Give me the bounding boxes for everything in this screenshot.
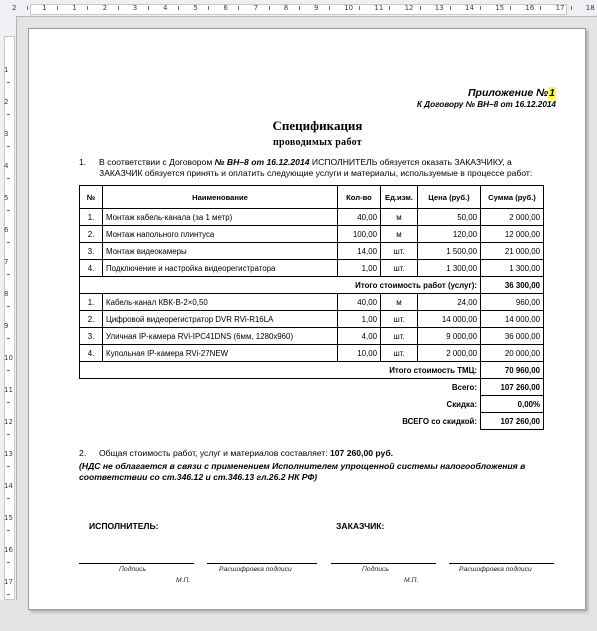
cell-qty: 4,00: [338, 328, 381, 345]
grand-total-label: ВСЕГО со скидкой:: [402, 416, 477, 426]
document-page[interactable]: [28, 28, 586, 610]
ruler-tick: [7, 242, 10, 243]
cell-unit: шт.: [381, 260, 418, 277]
executor-decode-caption: Расшифровка подписи: [219, 566, 292, 573]
ruler-number: 1: [4, 66, 9, 74]
annex-header: [79, 87, 556, 99]
paragraph-2: [79, 448, 556, 459]
ruler-tick: [148, 6, 149, 10]
paragraph-text: ИСПОЛНИТЕЛЬ обязуется оказать ЗАКАЗЧИКУ, а ЗАКАЗЧИК обязуется принять и оплатить следующие услуги и материалы, используемые в процессе работ:: [99, 157, 533, 178]
ruler-tick: [7, 466, 10, 467]
cell-unit: шт.: [381, 311, 418, 328]
ruler-tick: [480, 6, 481, 10]
cell-price: 1 500,00: [418, 243, 481, 260]
ruler-tick: [329, 6, 330, 10]
ruler-number: 9: [314, 4, 319, 12]
cell-price: 14 000,00: [418, 311, 481, 328]
ruler-number: 1: [42, 4, 47, 12]
ruler-number: 14: [465, 4, 474, 12]
paragraph-text: В соответствии с Договором: [99, 157, 215, 167]
cell-sum: 21 000,00: [481, 243, 544, 260]
cell-number: 4.: [80, 260, 103, 277]
header-number: №: [80, 186, 103, 209]
cell-name: Цифровой видеорегистратор DVR RVi-R16LA: [103, 311, 338, 328]
materials-total-value: 70 960,00: [481, 362, 544, 379]
contract-number: № ВН–8 от 16.12.2014: [214, 157, 310, 167]
ruler-tick: [57, 6, 58, 10]
paragraph-number: 1.: [79, 157, 87, 167]
header-price: Цена (руб.): [418, 186, 481, 209]
header-sum: Сумма (руб.): [481, 186, 544, 209]
cell-unit: м: [381, 209, 418, 226]
ruler-number: 7: [4, 258, 9, 266]
executor-decode-line: [207, 563, 317, 564]
ruler-tick: [450, 6, 451, 10]
work-row: [80, 260, 544, 277]
customer-decode-line: [449, 563, 554, 564]
ruler-tick: [238, 6, 239, 10]
ruler-tick: [178, 6, 179, 10]
cell-qty: 10,00: [338, 345, 381, 362]
cell-name: Купольная IP-камера RVi-27NEW: [103, 345, 338, 362]
ruler-tick: [87, 6, 88, 10]
ruler-number: 9: [4, 322, 9, 330]
ruler-tick: [7, 82, 10, 83]
ruler-tick: [540, 6, 541, 10]
paragraph-number: 2.: [79, 448, 87, 458]
document-title: Спецификация: [272, 118, 363, 133]
ruler-tick: [7, 562, 10, 563]
cell-sum: 12 000,00: [481, 226, 544, 243]
ruler-number: 18: [585, 4, 595, 12]
ruler-tick: [7, 178, 10, 179]
cell-number: 1.: [80, 294, 103, 311]
ruler-tick: [7, 306, 10, 307]
ruler-tick: [7, 370, 10, 371]
cell-price: 120,00: [418, 226, 481, 243]
customer-decode-caption: Расшифровка подписи: [459, 566, 532, 573]
ruler-tick: [510, 6, 511, 10]
ruler-tick: [27, 6, 28, 10]
ruler-number: 11: [4, 386, 13, 394]
cell-qty: 100,00: [338, 226, 381, 243]
material-row: [80, 328, 544, 345]
paragraph-1: [79, 157, 556, 179]
ruler-number: 2: [12, 4, 17, 12]
total-label: Всего:: [451, 382, 477, 392]
ruler-number: 14: [4, 482, 13, 490]
material-row: [80, 294, 544, 311]
cell-name: Монтаж кабель-канала (за 1 метр): [103, 209, 338, 226]
cell-qty: 40,00: [338, 209, 381, 226]
ruler-number: 4: [163, 4, 168, 12]
ruler-tick: [359, 6, 360, 10]
ruler-number: 3: [4, 130, 9, 138]
specification-table: [79, 185, 544, 430]
header-unit: Ед.изм.: [381, 186, 418, 209]
ruler-number: 12: [404, 4, 414, 12]
works-total-label: Итого стоимость работ (услуг):: [80, 277, 481, 294]
ruler-number: 10: [4, 354, 13, 362]
cell-price: 2 000,00: [418, 345, 481, 362]
cell-number: 1.: [80, 209, 103, 226]
cell-unit: шт.: [381, 328, 418, 345]
executor-label: ИСПОЛНИТЕЛЬ:: [89, 521, 159, 531]
ruler-tick: [299, 6, 300, 10]
cell-qty: 1,00: [338, 311, 381, 328]
works-total-value: 36 300,00: [481, 277, 544, 294]
cell-name: Монтаж видеокамеры: [103, 243, 338, 260]
ruler-tick: [7, 594, 10, 595]
ruler-tick: [7, 402, 10, 403]
signature-block: [79, 521, 556, 631]
ruler-tick: [118, 6, 119, 10]
work-row: [80, 209, 544, 226]
work-row: [80, 226, 544, 243]
cell-price: 50,00: [418, 209, 481, 226]
cell-sum: 14 000,00: [481, 311, 544, 328]
total-value: 107 260,00: [481, 379, 544, 396]
header-qty: Кол-во: [338, 186, 381, 209]
header-name: Наименование: [103, 186, 338, 209]
vertical-ruler[interactable]: [0, 16, 17, 600]
ruler-tick: [420, 6, 421, 10]
cell-sum: 36 000,00: [481, 328, 544, 345]
total-amount: 107 260,00 руб.: [330, 448, 394, 458]
annex-number-highlight: 1: [549, 87, 555, 99]
ruler-number: 8: [4, 290, 9, 298]
cell-number: 3.: [80, 328, 103, 345]
cell-price: 1 300,00: [418, 260, 481, 277]
ruler-number: 8: [283, 4, 289, 12]
ruler-number: 13: [4, 450, 13, 458]
horizontal-ruler[interactable]: [0, 0, 597, 17]
total-row: [80, 379, 544, 396]
annex-prefix: Приложение №: [467, 87, 549, 99]
cell-sum: 1 300,00: [481, 260, 544, 277]
grand-total-row: [80, 413, 544, 430]
cell-qty: 14,00: [338, 243, 381, 260]
cell-price: 9 000,00: [418, 328, 481, 345]
ruler-tick: [208, 6, 209, 10]
ruler-tick: [7, 274, 10, 275]
grand-total-value: 107 260,00: [481, 413, 544, 430]
ruler-number: 11: [374, 4, 384, 12]
document-subtitle: проводимых работ: [272, 137, 363, 148]
cell-qty: 40,00: [338, 294, 381, 311]
customer-stamp-caption: М.П.: [404, 577, 419, 584]
ruler-number: 7: [253, 4, 259, 12]
cell-unit: м: [381, 294, 418, 311]
material-row: [80, 311, 544, 328]
ruler-tick: [7, 114, 10, 115]
work-row: [80, 243, 544, 260]
ruler-number: 6: [4, 226, 9, 234]
ruler-tick: [7, 434, 10, 435]
cell-number: 3.: [80, 243, 103, 260]
cell-sum: 960,00: [481, 294, 544, 311]
discount-value: 0,00%: [481, 396, 544, 413]
materials-total-row: [80, 362, 544, 379]
ruler-tick: [7, 146, 10, 147]
ruler-number: 16: [4, 546, 13, 554]
ruler-number: 16: [525, 4, 535, 12]
ruler-number: 4: [4, 162, 9, 170]
ruler-number: 12: [4, 418, 13, 426]
ruler-number: 5: [193, 4, 198, 12]
ruler-number: 2: [4, 98, 9, 106]
ruler-tick: [7, 498, 10, 499]
ruler-number: 6: [223, 4, 228, 12]
document-content: [79, 87, 556, 631]
works-total-row: [80, 277, 544, 294]
cell-sum: 2 000,00: [481, 209, 544, 226]
ruler-tick: [571, 6, 572, 10]
cell-name: Уличная IP-камера RVi-IPC41DNS (6мм, 1280x960): [103, 328, 338, 345]
cell-number: 4.: [80, 345, 103, 362]
cell-name: Подключение и настройка видеорегистратора: [103, 260, 338, 277]
ruler-tick: [389, 6, 390, 10]
cell-sum: 20 000,00: [481, 345, 544, 362]
ruler-number: 2: [102, 4, 108, 12]
executor-sign-line: [79, 563, 194, 564]
table-header-row: [80, 186, 544, 209]
customer-label: ЗАКАЗЧИК:: [336, 521, 385, 531]
paragraph-text: Общая стоимость работ, услуг и материалов составляет:: [99, 448, 330, 458]
cell-number: 2.: [80, 226, 103, 243]
cell-name: Кабель-канал КВК-В-2×0,50: [103, 294, 338, 311]
customer-sign-caption: Подпись: [362, 566, 389, 573]
ruler-number: 1: [72, 4, 77, 12]
customer-sign-line: [331, 563, 436, 564]
ruler-number: 10: [344, 4, 354, 12]
cell-unit: шт.: [381, 345, 418, 362]
ruler-tick: [7, 338, 10, 339]
ruler-number: 3: [132, 4, 138, 12]
cell-name: Монтаж напольного плинтуса: [103, 226, 338, 243]
cell-qty: 1,00: [338, 260, 381, 277]
ruler-tick: [7, 210, 10, 211]
executor-stamp-caption: М.П.: [176, 577, 191, 584]
cell-unit: м: [381, 226, 418, 243]
cell-unit: шт.: [381, 243, 418, 260]
ruler-number: 17: [4, 578, 13, 586]
discount-label: Скидка:: [446, 399, 477, 409]
ruler-number: 15: [4, 514, 13, 522]
material-row: [80, 345, 544, 362]
ruler-number: 5: [4, 194, 9, 202]
cell-price: 24,00: [418, 294, 481, 311]
contract-reference: К Договору № ВН–8 от 16.12.2014: [416, 100, 556, 109]
ruler-number: 17: [555, 4, 565, 12]
executor-sign-caption: Подпись: [119, 566, 146, 573]
vat-note: (НДС не облагается в связи с применением Исполнителем упрощенной системы налогообложения в соответствии со ст.346.12 и ст.346.13 гл.26.2 НК РФ): [79, 461, 526, 482]
discount-row: [80, 396, 544, 413]
ruler-number: 13: [434, 4, 444, 12]
ruler-tick: [7, 530, 10, 531]
materials-total-label: Итого стоимость ТМЦ:: [80, 362, 481, 379]
cell-number: 2.: [80, 311, 103, 328]
ruler-number: 15: [495, 4, 505, 12]
ruler-tick: [269, 6, 270, 10]
